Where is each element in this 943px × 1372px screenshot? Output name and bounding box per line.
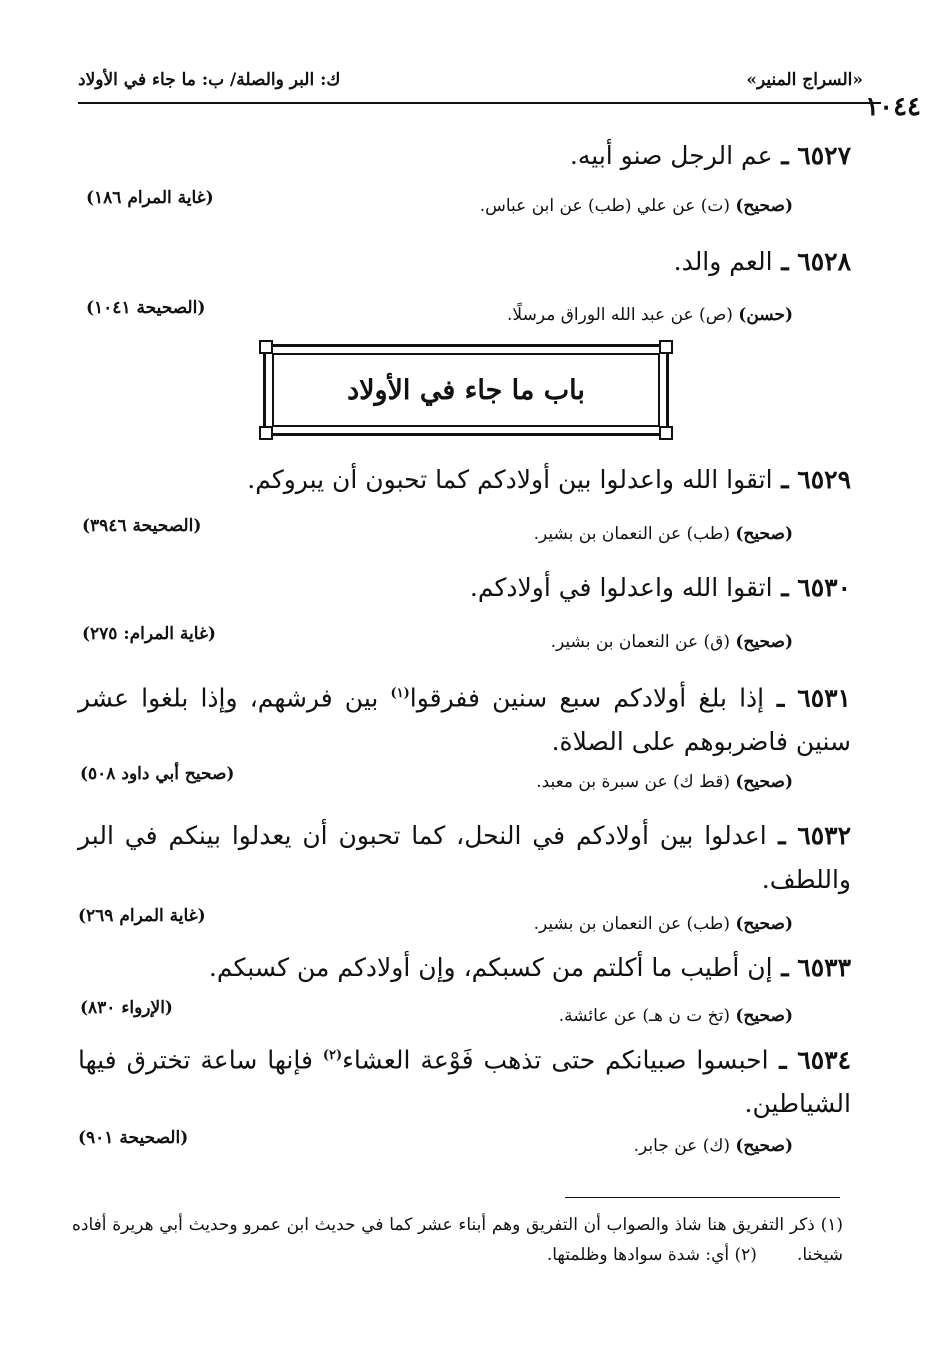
footnote-marker[interactable]: (٢) — [322, 1048, 343, 1063]
frame-corner-ornament — [659, 426, 673, 440]
hadith-number: ٦٥٣٤ — [797, 1045, 852, 1075]
hadith-6529: ٦٥٢٩ ـ اتقوا الله واعدلوا بين أولادكم كما تحبون أن يبروكم. — [247, 465, 851, 494]
hadith-text: اتقوا الله واعدلوا في أولادكم. — [469, 573, 773, 602]
sources: (تخ ت ن هـ) عن عائشة. — [558, 1006, 730, 1026]
hadith-text: عم الرجل صنو أبيه. — [569, 141, 773, 170]
reference-6529: (الصحيحة ٣٩٤٦) — [82, 516, 202, 536]
grade: (صحيح) — [735, 632, 793, 652]
sources: (قط ك) عن سبرة بن معبد. — [536, 772, 730, 792]
hadith-6528: ٦٥٢٨ ـ العم والد. — [673, 247, 851, 276]
hadith-6533: ٦٥٣٣ ـ إن أطيب ما أكلتم من كسبكم، وإن أولادكم من كسبكم. — [208, 953, 851, 982]
grade-line-6527 — [480, 196, 793, 216]
hadith-text-continued: فإنها ساعة تخترق فيها الشياطين. — [78, 1045, 851, 1119]
reference-6534: (الصحيحة ٩٠١) — [78, 1128, 189, 1148]
hadith-number: ٦٥٢٧ — [797, 141, 851, 170]
page-number: ١٠٤٤ — [865, 92, 921, 122]
hadith-text: إذا بلغ أولادكم سبع سنين ففرقوا — [409, 683, 765, 713]
grade: (صحيح) — [735, 914, 793, 934]
frame-corner-ornament — [259, 340, 273, 354]
hadith-6532: ٦٥٣٢ ـ اعدلوا بين أولادكم في النحل، كما تحبون أن يعدلوا بينكم في البر واللطف. — [78, 821, 851, 894]
hadith-number: ٦٥٣٠ — [797, 573, 851, 602]
grade-line-6532 — [534, 914, 793, 934]
reference-6528: (الصحيحة ١٠٤١) — [86, 298, 206, 318]
hadith-number: ٦٥٣٢ — [797, 821, 851, 850]
footnote-1-marker: (١) — [820, 1215, 844, 1235]
grade-line-6528 — [507, 305, 793, 325]
reference-6530: (غاية المرام: ٢٧٥) — [82, 624, 216, 644]
footnote-divider — [565, 1197, 840, 1198]
footnote-marker[interactable]: (١) — [390, 686, 410, 701]
hadith-number: ٦٥٣١ — [797, 683, 851, 713]
sources: (ق) عن النعمان بن بشير. — [550, 632, 730, 652]
grade: (صحيح) — [735, 196, 793, 216]
sources: (طب) عن النعمان بن بشير. — [533, 914, 730, 934]
reference-6527: (غاية المرام ١٨٦) — [86, 188, 214, 208]
reference-6533: (الإرواء ٨٣٠) — [80, 998, 173, 1018]
footnotes — [72, 1210, 843, 1270]
reference-6531: (صحيح أبي داود ٥٠٨) — [80, 764, 235, 784]
grade: (حسن) — [738, 305, 793, 325]
hadith-text: إن أطيب ما أكلتم من كسبكم، وإن أولادكم من كسبكم. — [208, 953, 773, 982]
hadith-number: ٦٥٢٨ — [797, 247, 851, 276]
hadith-text-continued: بين فرشهم، وإذا بلغوا عشر سنين فاضربوهم على الصلاة. — [78, 683, 851, 757]
footnote-1-text: ذكر التفريق هنا شاذ والصواب أن التفريق وهم أبناء عشر كما في حديث ابن عمرو وحديث أبي هريرة أفاده شيخنا. — [72, 1215, 843, 1265]
grade: (صحيح) — [735, 1006, 793, 1026]
chapter-title-inner-frame — [272, 353, 660, 427]
sources: (ص) عن عبد الله الوراق مرسلًا. — [507, 305, 733, 325]
grade-line-6531 — [536, 772, 793, 792]
grade: (صحيح) — [735, 524, 793, 544]
frame-corner-ornament — [659, 340, 673, 354]
reference-6532: (غاية المرام ٢٦٩) — [78, 906, 206, 926]
hadith-text: احبسوا صبيانكم حتى تذهب فَوْعة العشاء — [342, 1045, 769, 1075]
sources: (ك) عن جابر. — [633, 1136, 730, 1156]
footnote-2-marker: (٢) — [734, 1245, 757, 1265]
frame-corner-ornament — [259, 426, 273, 440]
chapter-title-frame — [263, 344, 669, 436]
chapter-title: باب ما جاء في الأولاد — [347, 374, 585, 406]
sources: (ت) عن علي (طب) عن ابن عباس. — [479, 196, 730, 216]
sources: (طب) عن النعمان بن بشير. — [533, 524, 730, 544]
grade: (صحيح) — [735, 1136, 793, 1156]
grade-line-6533 — [559, 1006, 793, 1026]
hadith-6527: ٦٥٢٧ ـ عم الرجل صنو أبيه. — [569, 141, 851, 170]
header-book-title: «السراج المنير» — [746, 70, 863, 90]
grade-line-6529 — [534, 524, 793, 544]
hadith-6534: ٦٥٣٤ ـ احبسوا صبيانكم حتى تذهب فَوْعة العشاء$^{(٢)}$ فإنها ساعة تخترق فيها الشياطين. — [78, 1045, 852, 1119]
hadith-text: اتقوا الله واعدلوا بين أولادكم كما تحبون أن يبروكم. — [247, 465, 773, 494]
hadith-text: اعدلوا بين أولادكم في النحل، كما تحبون أن يعدلوا بينكم في البر واللطف. — [78, 821, 851, 894]
hadith-6530: ٦٥٣٠ ـ اتقوا الله واعدلوا في أولادكم. — [469, 573, 851, 602]
footnote-2-text: أي: شدة سوادها وظلمتها. — [546, 1245, 730, 1265]
hadith-number: ٦٥٣٣ — [797, 953, 851, 982]
grade: (صحيح) — [735, 772, 793, 792]
grade-line-6530 — [551, 632, 793, 652]
grade-line-6534 — [634, 1136, 793, 1156]
header-section-path: ك: البر والصلة/ ب: ما جاء في الأولاد — [78, 70, 341, 90]
hadith-number: ٦٥٢٩ — [797, 465, 851, 494]
hadith-6531: ٦٥٣١ ـ إذا بلغ أولادكم سبع سنين ففرقوا$^{(١)}$ بين فرشهم، وإذا بلغوا عشر سنين فاضربوهم على الصلاة. — [78, 683, 851, 757]
header-divider — [78, 102, 881, 104]
hadith-text: العم والد. — [673, 247, 773, 276]
